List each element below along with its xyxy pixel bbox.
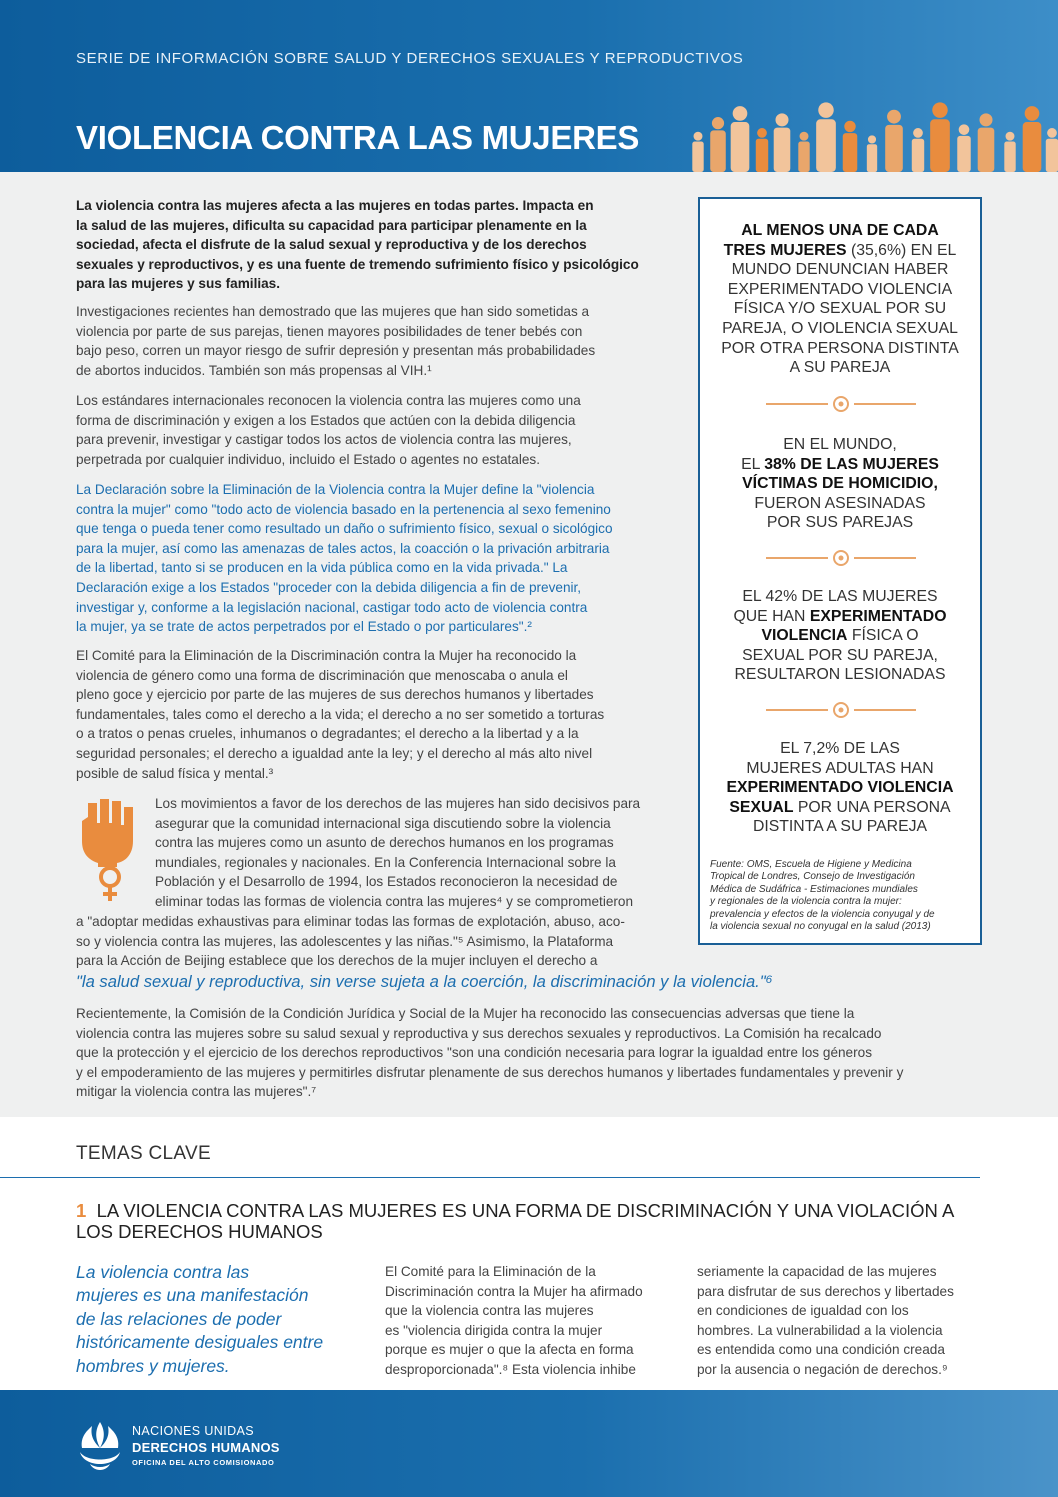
text-line: la salud de las mujeres, dificulta su capacidad para participar plenamente en la [76, 217, 587, 233]
text-line: por la ausencia o negación de derechos.⁹ [697, 1361, 948, 1377]
person-figure-body [978, 128, 995, 172]
column-two-text [385, 1262, 675, 1380]
text-line: desproporcionada".⁸ Esta violencia inhibe [385, 1361, 636, 1377]
person-figure-head [775, 113, 788, 126]
column-three-text [697, 1262, 987, 1380]
text-line: que la violencia contra las mujeres [385, 1303, 594, 1319]
person-figure-body [1004, 141, 1015, 172]
text-line: la mujer, ya se trate de actos perpetrados por el Estado o por particulares".² [76, 619, 532, 635]
text-line: Declaración exige a los Estados "proceder con la debida diligencia a fin de prevenir, [76, 579, 582, 595]
text-line: Población y el Desarrollo de 1994, los Estados reconocieron la necesidad de [155, 874, 618, 890]
person-figure-head [818, 102, 833, 117]
text-line: porque es mujer o que la afecta en forma [385, 1342, 634, 1358]
text-line: El Comité para la Eliminación de la [385, 1264, 596, 1279]
org-name-line3: OFICINA DEL ALTO COMISIONADO [132, 1458, 275, 1467]
person-figure-body [731, 122, 750, 172]
text-line: de las relaciones de poder [76, 1308, 282, 1329]
person-figure-body [843, 133, 858, 172]
beijing-quote: "la salud sexual y reproductiva, sin verse sujeta a la coerción, la discriminación y la violencia."⁶ [76, 972, 773, 991]
stat-one-in-three [700, 221, 980, 378]
feminist-fist-icon [74, 795, 146, 903]
issue-title-line2: LOS DERECHOS HUMANOS [76, 1221, 323, 1242]
text-line: a "adoptar medidas exhaustivas para eliminar todas las formas de explotación, abuso, aco- [76, 914, 625, 929]
stat-non-partner [700, 739, 980, 837]
stat-line: EL 42% DE LAS MUJERES [742, 588, 938, 605]
series-title: SERIE DE INFORMACIÓN SOBRE SALUD Y DERECHOS SEXUALES Y REPRODUCTIVOS [76, 50, 744, 67]
text-line: sociedad, afecta el disfrute de la salud sexual y reproductiva y de los derechos [76, 237, 587, 253]
text-line: contra las mujeres como un asunto de derechos humanos en los programas [155, 835, 614, 851]
issue-title-line1: LA VIOLENCIA CONTRA LAS MUJERES ES UNA FORMA DE DISCRIMINACIÓN Y UNA VIOLACIÓN A [96, 1200, 955, 1221]
text-line: Médica de Sudáfrica - Estimaciones mundiales [710, 883, 918, 895]
text-line: de abortos inducidos. También son más propensas al VIH.¹ [76, 362, 432, 378]
person-figure-body [1023, 122, 1042, 172]
text-line: investigar y, conforme a la legislación nacional, castigar todo acto de violencia contra [76, 599, 588, 615]
text-line: Discriminación contra la Mujer ha afirmado [385, 1283, 643, 1299]
text-line: posible de salud física y mental.³ [76, 765, 274, 781]
stat-line: EN EL MUNDO, [783, 436, 897, 453]
stat-line: POR SUS PAREJAS [766, 514, 914, 532]
org-name-line2: DERECHOS HUMANOS [132, 1440, 280, 1455]
text-line: para las mujeres y sus familias. [76, 276, 281, 292]
person-figure-head [979, 113, 992, 126]
text-line: hombres. La vulnerabilidad a la violencia [697, 1322, 943, 1338]
stat-line: EXPERIMENTADO VIOLENCIA [727, 280, 953, 298]
person-figure-body [912, 139, 924, 172]
paragraph-committee [76, 646, 672, 783]
person-figure-body [774, 128, 791, 172]
text-line: fundamentales, tales como el derecho a la vida; el derecho a no ser sometido a torturas [76, 706, 605, 722]
stat-line: RESULTARON LESIONADAS [734, 666, 946, 684]
text-line: bajo peso, corren un mayor riesgo de sufrir depresión y presentan más probabilidades [76, 343, 596, 359]
text-line: Tropical de Londres, Consejo de Investigación [710, 871, 915, 883]
text-line: que tenga o pueda tener como resultado un daño o sufrimiento físico, sexual o sicológico [76, 521, 613, 537]
text-line: pleno goce y ejercicio por parte de las mujeres de sus derechos humanos y libertades [76, 687, 594, 703]
un-human-rights-logo [76, 1418, 124, 1474]
stat-line: VIOLENCIA FÍSICA O [761, 627, 919, 645]
text-line: violencia por parte de sus parejas, tienen mayores posibilidades de tener bebés con [76, 323, 583, 339]
stat-line: EL 7,2% DE LAS [780, 740, 900, 757]
text-line: contra la mujer" como "todo acto de violencia basado en la pertenencia al sexo femenino [76, 501, 611, 517]
person-figure-body [692, 141, 703, 172]
text-line: violencia de género como una forma de discriminación que menoscaba o anula el [76, 667, 568, 683]
person-figure-head [913, 128, 923, 138]
person-figure-head [800, 132, 809, 141]
text-line: Fuente: OMS, Escuela de Higiene y Medicina [710, 859, 912, 870]
person-figure-body [957, 136, 970, 172]
person-figure-head [712, 117, 724, 129]
text-line: hombres y mujeres. [76, 1355, 230, 1376]
source-note [710, 859, 972, 933]
paragraph-movements-wrapped [155, 794, 665, 912]
text-line: violencia contra las mujeres sobre su salud sexual y reproductiva y sus derechos sexuales y reproductivos. La Comisión ha recalcado [76, 1025, 882, 1041]
stat-line: DISTINTA A SU PAREJA [752, 818, 928, 836]
text-line: prevalencia y efectos de la violencia conyugal y de [710, 908, 935, 920]
text-line: y el empoderamiento de las mujeres y permitirles disfrutar plenamente de sus derechos humanos y libertades fundamentales y prevenir y [76, 1064, 904, 1080]
divider-ornament [766, 701, 916, 719]
text-line: La violencia contra las mujeres afecta a las mujeres en todas partes. Impacta en [76, 198, 594, 213]
person-figure-body [885, 125, 903, 172]
text-line: perpetrada por cualquier individuo, incluido el Estado o agentes no estatales. [76, 451, 541, 467]
text-line: eliminar todas las formas de violencia contra las mujeres⁴ y se comprometieron [155, 893, 634, 909]
person-figure-body [798, 141, 809, 172]
stat-homicide [700, 435, 980, 533]
text-line: Recientemente, la Comisión de la Condición Jurídica y Social de la Mujer ha reconocido las consecuencias adversas que tiene la [76, 1006, 855, 1021]
person-figure-head [757, 128, 767, 138]
stat-line: SEXUAL POR UNA PERSONA [729, 798, 951, 816]
person-figure-head [959, 124, 970, 135]
text-line: so y violencia contra las mujeres, las adolescentes y las niñas."⁵ Asimismo, la Plataforma [76, 933, 614, 949]
paragraph-standards [76, 391, 672, 469]
text-line: El Comité para la Eliminación de la Discriminación contra la Mujer ha reconocido la [76, 648, 577, 663]
stat-line: POR OTRA PERSONA DISTINTA [721, 339, 959, 357]
text-line: seguridad personales; el derecho a igualdad ante la ley; y el derecho al más alto nivel [76, 745, 593, 761]
paragraph-commission [76, 1004, 986, 1102]
intro-paragraph [76, 196, 672, 294]
stat-line: EL 38% DE LAS MUJERES [741, 455, 939, 473]
pull-quote [76, 1261, 366, 1378]
stat-line: FÍSICA Y/O SEXUAL POR SU [733, 300, 947, 318]
text-line: para prevenir, investigar y castigar todos los actos de violencia contra las mujeres, [76, 432, 572, 448]
text-line: de la libertad, tanto si se producen en la vida pública como en la vida privada." La [76, 560, 568, 576]
stat-line: FUERON ASESINADAS [754, 494, 926, 512]
person-figure-head [1047, 128, 1057, 138]
text-line: o a tratos o penas crueles, inhumanos o degradantes; el derecho a la libertad y a la [76, 726, 579, 742]
issue-number: 1 [76, 1200, 87, 1221]
stat-line: A SU PAREJA [789, 359, 891, 377]
key-topics-heading: TEMAS CLAVE [76, 1143, 211, 1164]
person-figure-body [816, 119, 836, 172]
person-figure-head [1006, 132, 1015, 141]
text-line: para disfrutar de sus derechos y libertades [697, 1283, 954, 1299]
text-line: para la Acción de Beijing establece que los derechos de la mujer incluyen el derecho a [76, 953, 598, 969]
person-figure-body [756, 139, 768, 172]
text-line: es "violencia dirigida contra la mujer [385, 1322, 603, 1338]
person-figure-body [867, 144, 877, 172]
divider-ornament [766, 549, 916, 567]
text-line: forma de discriminación y exigen a los Estados que actúen con la debida diligencia [76, 412, 576, 428]
text-line: La Declaración sobre la Eliminación de la Violencia contra la Mujer define la "violencia [76, 482, 595, 497]
section-divider [0, 1177, 980, 1178]
text-line: asegurar que la comunidad internacional siga discutiendo sobre la violencia [155, 815, 611, 831]
person-figure-head [694, 132, 703, 141]
org-name-line1: NACIONES UNIDAS [132, 1424, 254, 1438]
stat-line: MUNDO DENUNCIAN HABER [731, 261, 949, 279]
text-line: mitigar la violencia contra las mujeres".⁷ [76, 1084, 317, 1100]
stat-line: QUE HAN EXPERIMENTADO [733, 607, 947, 625]
stat-line: VÍCTIMAS DE HOMICIDIO, [742, 475, 938, 493]
person-figure-head [932, 102, 947, 117]
divider-ornament [766, 395, 916, 413]
text-line: Investigaciones recientes han demostrado que las mujeres que han sido sometidas a [76, 304, 590, 319]
text-line: Los estándares internacionales reconocen la violencia contra las mujeres como una [76, 393, 581, 408]
person-figure-body [1046, 139, 1058, 172]
text-line: que la protección y el ejercicio de los derechos reproductivos "son una condición necesaria para lograr la igualdad entre los géneros [76, 1045, 873, 1061]
person-figure-body [930, 119, 950, 172]
stat-line: TRES MUJERES (35,6%) EN EL [723, 241, 957, 259]
paragraph-research [76, 302, 672, 380]
statistics-sidebar [698, 197, 982, 945]
text-line: seriamente la capacidad de las mujeres [697, 1264, 937, 1279]
person-figure-head [733, 106, 748, 121]
person-figure-head [844, 121, 855, 132]
text-line: mujeres es una manifestación [76, 1285, 309, 1306]
person-figure-head [868, 135, 876, 143]
stat-line: EXPERIMENTADO VIOLENCIA [726, 779, 954, 797]
text-line: sexuales y reproductivos, y es una fuente de tremendo sufrimiento físico y psicológico [76, 256, 639, 272]
person-figure-head [1025, 106, 1040, 121]
text-line: la violencia sexual no conyugal en la salud (2013) [710, 921, 931, 933]
person-figure-body [710, 130, 726, 172]
text-line: La violencia contra las [76, 1262, 250, 1282]
page-title: VIOLENCIA CONTRA LAS MUJERES [76, 119, 640, 156]
text-line: en condiciones de igualdad con los [697, 1303, 909, 1319]
text-line: mundiales, regionales y nacionales. En la Conferencia Internacional sobre la [155, 854, 616, 870]
text-line: para la mujer, así como las amenazas de tales actos, la coacción o la privación arbitraria [76, 540, 610, 556]
text-line: y regionales de la violencia contra la mujer: [710, 896, 902, 908]
person-figure-head [887, 110, 901, 124]
text-line: Los movimientos a favor de los derechos de las mujeres han sido decisivos para [155, 796, 641, 811]
stat-injured [700, 587, 980, 685]
people-illustration [690, 98, 1058, 172]
paragraph-declaration [76, 480, 672, 637]
issue-heading [76, 1200, 996, 1242]
stat-line: AL MENOS UNA DE CADA [741, 222, 939, 239]
text-line: es entendida como una condición creada [697, 1342, 945, 1358]
stat-line: MUJERES ADULTAS HAN [746, 759, 934, 777]
stat-line: SEXUAL POR SU PAREJA, [742, 646, 938, 664]
text-line: históricamente desiguales entre [76, 1332, 324, 1353]
stat-line: PAREJA, O VIOLENCIA SEXUAL [722, 319, 958, 337]
